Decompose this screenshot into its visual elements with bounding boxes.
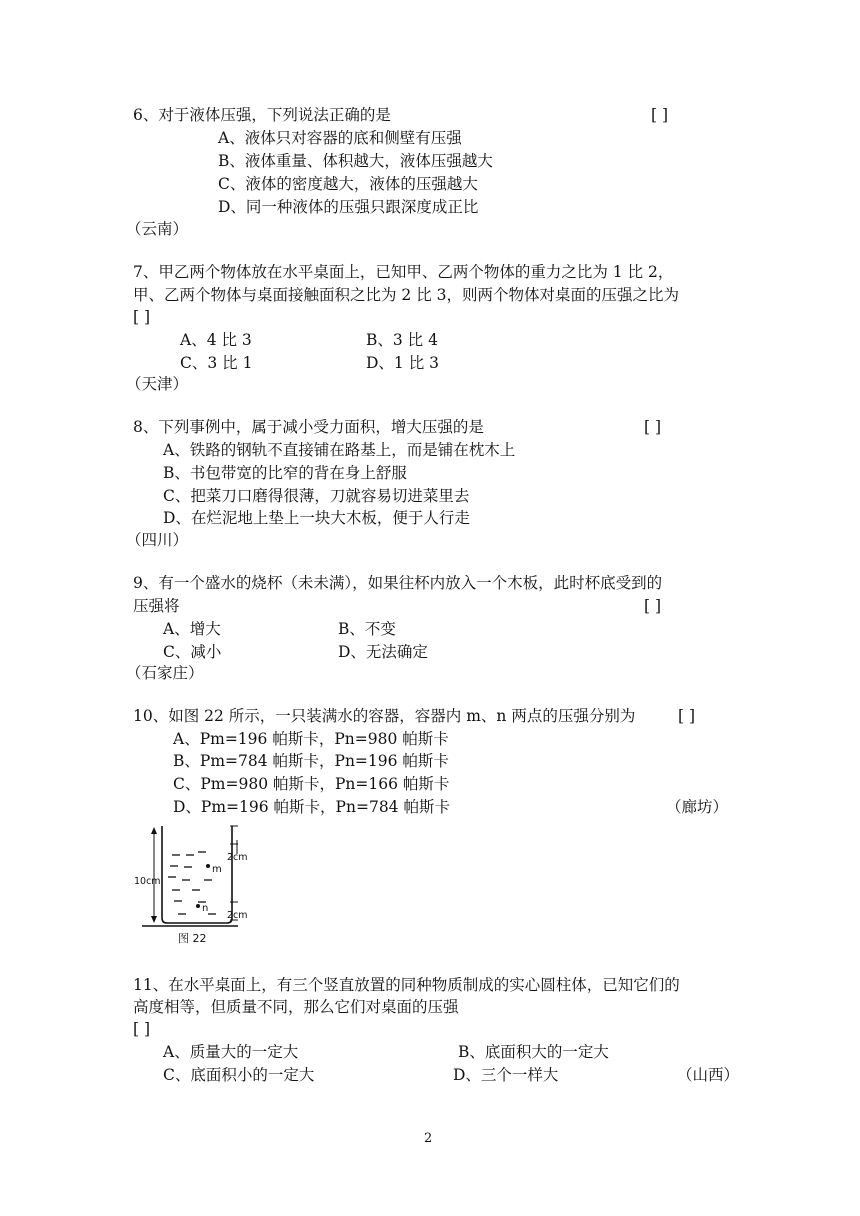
q9-source: （石家庄） (126, 664, 204, 682)
q6-stem: 6、对于液体压强，下列说法正确的是 (133, 106, 391, 124)
q8-option-d: D、在烂泥地上垫上一块大木板，便于人行走 (163, 509, 470, 527)
q6-option-d: D、同一种液体的压强只跟深度成正比 (218, 198, 479, 216)
q7-source: （天津） (126, 375, 189, 393)
point-n-dot (196, 904, 200, 908)
q6-source: （云南） (126, 220, 189, 238)
q11-source: （山西） (677, 1066, 740, 1084)
figure-caption: 图 22 (178, 932, 207, 945)
point-m-dot (206, 864, 210, 868)
q9-stem-line1: 9、有一个盛水的烧杯（未未满），如果往杯内放入一个木板，此时杯底受到的 (133, 574, 663, 592)
q9-option-a: A、增大 (163, 620, 221, 638)
q8-answer-bracket: [ ] (644, 418, 662, 436)
q8-option-b: B、书包带宽的比窄的背在身上舒服 (163, 464, 407, 482)
q11-stem-line2: 高度相等，但质量不同，那么它们对桌面的压强 (133, 998, 459, 1016)
q7-option-a: A、4 比 3 (180, 331, 252, 349)
point-n-label: n (202, 903, 209, 914)
q11-option-b: B、底面积大的一定大 (458, 1043, 609, 1061)
q11-option-a: A、质量大的一定大 (163, 1043, 299, 1061)
q6-option-b: B、液体重量、体积越大，液体压强越大 (218, 152, 493, 170)
q10-option-b: B、Pm=784 帕斯卡，Pn=196 帕斯卡 (173, 752, 449, 770)
q11-option-d: D、三个一样大 (453, 1066, 559, 1084)
q10-stem: 10、如图 22 所示，一只装满水的容器，容器内 m、n 两点的压强分别为 (133, 707, 636, 725)
q8-stem: 8、下列事例中，属于减小受力面积，增大压强的是 (133, 418, 484, 436)
q7-stem-line1: 7、甲乙两个物体放在水平桌面上，已知甲、乙两个物体的重力之比为 1 比 2， (133, 263, 674, 281)
q11-option-c: C、底面积小的一定大 (163, 1066, 315, 1084)
figure-22-container-diagram (134, 822, 248, 946)
q8-option-a: A、铁路的钢轨不直接铺在路基上，而是铺在枕木上 (163, 441, 516, 459)
point-m-label: m (212, 864, 222, 875)
q8-source: （四川） (126, 531, 189, 549)
q6-option-a: A、液体只对容器的底和侧壁有压强 (218, 129, 462, 147)
water-marks (168, 852, 216, 914)
q9-answer-bracket: [ ] (644, 597, 662, 615)
q7-stem-line2: 甲、乙两个物体与桌面接触面积之比为 2 比 3，则两个物体对桌面的压强之比为 (133, 286, 680, 304)
q10-source: （廊坊） (666, 798, 729, 816)
depth-label: 10cm (134, 876, 161, 887)
q10-option-a: A、Pm=196 帕斯卡，Pn=980 帕斯卡 (173, 730, 449, 748)
q10-option-c: C、Pm=980 帕斯卡，Pn=166 帕斯卡 (173, 775, 450, 793)
q7-answer-bracket: [ ] (133, 308, 151, 326)
q11-stem-line1: 11、在水平桌面上，有三个竖直放置的同种物质制成的实心圆柱体，已知它们的 (133, 976, 680, 994)
q8-option-c: C、把菜刀口磨得很薄，刀就容易切进菜里去 (163, 487, 470, 505)
q7-option-c: C、3 比 1 (180, 354, 253, 372)
q9-option-c: C、减小 (163, 643, 222, 661)
q9-option-d: D、无法确定 (338, 643, 428, 661)
q9-stem-line2: 压强将 (133, 597, 180, 615)
q6-option-c: C、液体的密度越大，液体的压强越大 (218, 175, 478, 193)
top-gap-label: 2cm (227, 852, 248, 863)
q9-option-b: B、不变 (338, 620, 396, 638)
q7-option-d: D、1 比 3 (366, 354, 440, 372)
bottom-gap-label: 2cm (227, 910, 248, 921)
q6-answer-bracket: [ ] (651, 106, 669, 124)
q10-option-d: D、Pm=196 帕斯卡，Pn=784 帕斯卡 (173, 798, 450, 816)
q10-answer-bracket: [ ] (678, 707, 696, 725)
q7-option-b: B、3 比 4 (366, 331, 438, 349)
q11-answer-bracket: [ ] (133, 1020, 151, 1038)
page-number: 2 (424, 1131, 433, 1146)
